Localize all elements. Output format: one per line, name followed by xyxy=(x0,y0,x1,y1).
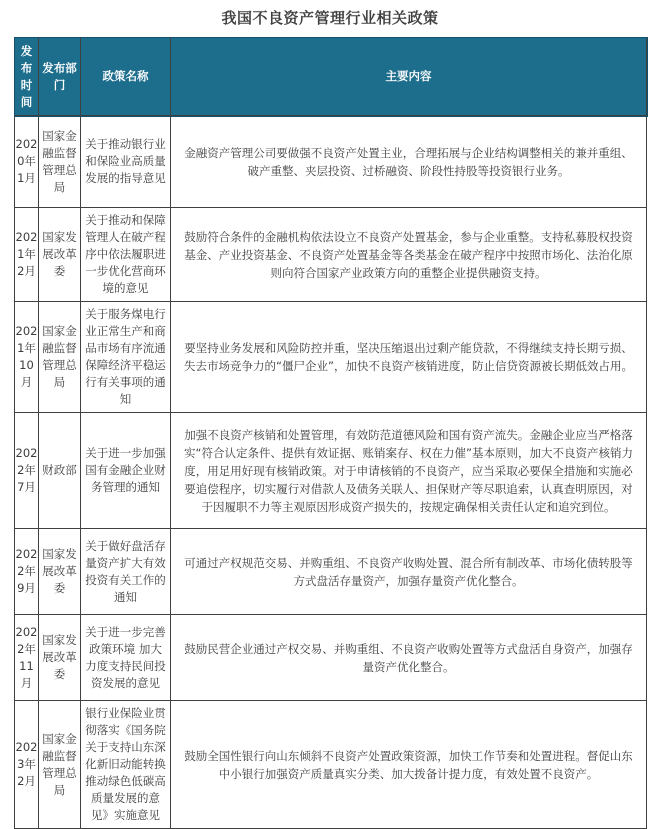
cell-policy-name: 关于做好盘活存量资产扩大有效投资有关工作的通知 xyxy=(81,529,171,615)
column-header-department: 发布部门 xyxy=(39,38,81,116)
table-row xyxy=(15,615,647,701)
cell-time: 2021年2月 xyxy=(15,208,39,302)
cell-main-content: 金融资产管理公司要做强不良资产处置主业，合理拓展与企业结构调整相关的兼并重组、破产重整、夹层投资、过桥融资、阶段性持股等投资银行业务。 xyxy=(171,116,647,208)
cell-policy-name: 关于推动和保障管理人在破产程序中依法履职进一步优化营商环境的意见 xyxy=(81,208,171,302)
cell-department: 国家发展改革委 xyxy=(39,529,81,615)
table-row xyxy=(15,413,647,529)
cell-policy-name: 银行业保险业贯彻落实《国务院关于支持山东深化新旧动能转换推动绿色低碳高质量发展的意见》实施意见 xyxy=(81,701,171,829)
column-header-time: 发布时间 xyxy=(15,38,39,116)
cell-time: 2022年11月 xyxy=(15,615,39,701)
cell-time: 2020年1月 xyxy=(15,116,39,208)
cell-policy-name: 关于推动银行业和保险业高质量发展的指导意见 xyxy=(81,116,171,208)
page-title: 我国不良资产管理行业相关政策 xyxy=(221,9,439,27)
cell-main-content: 鼓励民营企业通过产权交易、并购重组、不良资产收购处置等方式盘活自身资产，加强存量资产优化整合。 xyxy=(171,615,647,701)
table-body xyxy=(15,116,647,829)
cell-main-content: 要坚持业务发展和风险防控并重，坚决压缩退出过剩产能贷款，不得继续支持长期亏损、失去市场竞争力的“僵尸企业”，加快不良资产核销进度，防止信贷资源被长期低效占用。 xyxy=(171,302,647,413)
cell-main-content: 鼓励符合条件的金融机构依法设立不良资产处置基金，参与企业重整。支持私募股权投资基金、产业投资基金、不良资产处置基金等各类基金在破产程序中按照市场化、法治化原则向符合国家产业政策方向的重整企业提供融资支持。 xyxy=(171,208,647,302)
cell-time: 2023年2月 xyxy=(15,701,39,829)
column-header-policy-name: 政策名称 xyxy=(81,38,171,116)
cell-department: 国家金融监督管理总局 xyxy=(39,701,81,829)
cell-department: 国家发展改革委 xyxy=(39,615,81,701)
policy-table xyxy=(14,37,647,829)
table-row xyxy=(15,116,647,208)
table-header xyxy=(15,38,647,116)
table-row xyxy=(15,208,647,302)
cell-time: 2022年7月 xyxy=(15,413,39,529)
table-header-row xyxy=(15,38,647,116)
table-row xyxy=(15,529,647,615)
cell-department: 国家金融监督管理总局 xyxy=(39,302,81,413)
cell-main-content: 加强不良资产核销和处置管理，有效防范道德风险和国有资产流失。金融企业应当严格落实“符合认定条件、提供有效证据、账销案存、权在力催”基本原则，加大不良资产核销力度，用足用好现有核销政策。对于申请核销的不良资产，应当采取必要保全措施和实施必要追偿程序，切实履行对借款人及债务关联人、担保财产等尽职追索，认真查明原因，对于因履职不力等主观原因形成资产损失的，按规定确保相关责任认定和追究到位。 xyxy=(171,413,647,529)
cell-time: 2022年9月 xyxy=(15,529,39,615)
cell-time: 2021年10月 xyxy=(15,302,39,413)
cell-department: 财政部 xyxy=(39,413,81,529)
table-row xyxy=(15,302,647,413)
cell-department: 国家金融监督管理总局 xyxy=(39,116,81,208)
cell-policy-name: 关于服务煤电行业正常生产和商品市场有序流通保障经济平稳运行有关事项的通知 xyxy=(81,302,171,413)
table-container xyxy=(0,37,660,829)
cell-main-content: 可通过产权规范交易、并购重组、不良资产收购处置、混合所有制改革、市场化债转股等方式盘活存量资产，加强存量资产优化整合。 xyxy=(171,529,647,615)
column-header-main-content: 主要内容 xyxy=(171,38,647,116)
cell-policy-name: 关于进一步完善政策环境 加大力度支持民间投资发展的意见 xyxy=(81,615,171,701)
cell-department: 国家发展改革委 xyxy=(39,208,81,302)
cell-main-content: 鼓励全国性银行向山东倾斜不良资产处置政策资源，加快工作节奏和处置进程。督促山东中小银行加强资产质量真实分类、加大拨备计提力度，有效处置不良资产。 xyxy=(171,701,647,829)
cell-policy-name: 关于进一步加强国有金融企业财务管理的通知 xyxy=(81,413,171,529)
table-row xyxy=(15,701,647,829)
